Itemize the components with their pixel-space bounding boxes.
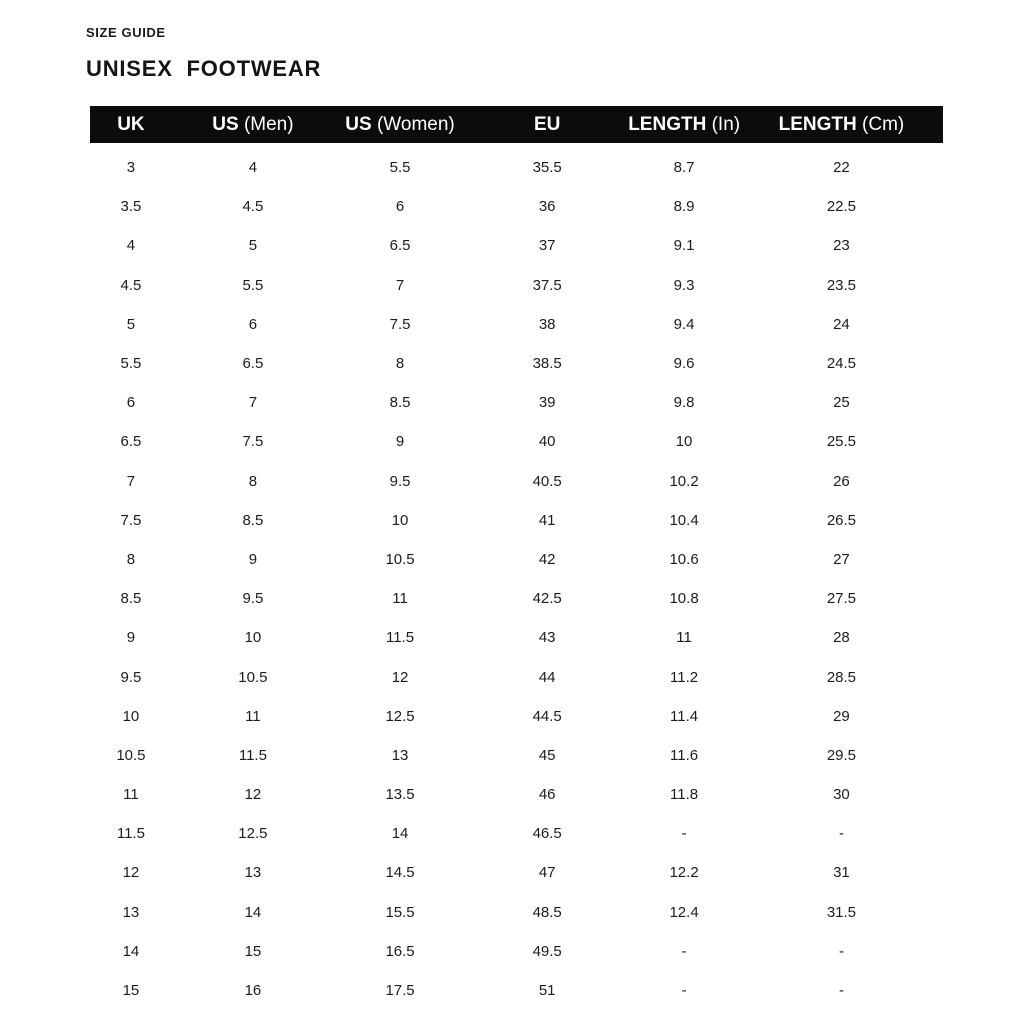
table-row xyxy=(90,893,943,932)
size-cell: 27.5 xyxy=(826,590,857,608)
size-cell: 11.5 xyxy=(116,825,145,843)
size-cell: 14 xyxy=(122,942,140,960)
size-cell: 29 xyxy=(833,707,850,725)
column-header-main: US xyxy=(345,113,372,135)
size-cell: 22 xyxy=(833,159,850,177)
size-cell: 5.5 xyxy=(389,159,411,177)
size-cell: 6 xyxy=(248,315,258,333)
size-cell: 46.5 xyxy=(532,825,562,843)
size-cell: 5.5 xyxy=(242,276,264,294)
size-cell: 40 xyxy=(538,433,556,451)
table-row xyxy=(90,736,943,775)
size-cell: 11 xyxy=(676,629,692,647)
table-row xyxy=(90,540,943,579)
size-cell: 11 xyxy=(245,707,261,725)
size-cell: 12 xyxy=(122,864,140,882)
size-cell: 40.5 xyxy=(532,472,562,490)
size-cell: 38 xyxy=(538,315,556,333)
size-cell: 23 xyxy=(833,237,850,255)
size-cell: 28.5 xyxy=(826,668,857,686)
table-row xyxy=(90,148,943,187)
column-header-main: LENGTH xyxy=(778,113,857,135)
size-cell: 48.5 xyxy=(532,903,562,921)
size-cell: 9.6 xyxy=(673,355,695,373)
size-cell: 22.5 xyxy=(826,198,857,216)
size-cell: 13 xyxy=(391,746,409,764)
size-cell: 9.5 xyxy=(242,590,264,608)
size-cell: 47 xyxy=(538,864,556,882)
page-title: UNISEX FOOTWEAR xyxy=(86,56,322,81)
size-cell: 3 xyxy=(126,159,136,177)
size-cell: 10.8 xyxy=(669,590,699,608)
size-cell: 12.5 xyxy=(385,707,415,725)
size-cell: 11.5 xyxy=(238,746,267,764)
size-cell: 11.5 xyxy=(385,629,415,647)
column-header-main: LENGTH xyxy=(628,113,707,135)
table-row xyxy=(90,187,943,226)
size-cell: 8.5 xyxy=(389,394,411,412)
size-cell: 42 xyxy=(538,550,556,568)
size-cell: 35.5 xyxy=(532,159,562,177)
table-row xyxy=(90,422,943,461)
column-header-main: UK xyxy=(117,113,145,135)
size-cell: 12.5 xyxy=(238,825,268,843)
column-header-sub: (In) xyxy=(711,113,741,135)
size-cell: 17.5 xyxy=(385,982,415,1000)
size-cell: 5.5 xyxy=(120,355,142,373)
size-cell: 31 xyxy=(833,864,850,882)
column-header-length-in xyxy=(628,114,740,136)
size-cell: 8.7 xyxy=(673,159,695,177)
size-cell: - xyxy=(681,982,687,1000)
size-cell: 24 xyxy=(833,315,850,333)
size-cell: 36 xyxy=(538,198,556,216)
size-cell: 8 xyxy=(395,355,405,373)
size-cell: 9.5 xyxy=(389,472,411,490)
size-cell: 4.5 xyxy=(242,198,264,216)
size-cell: 16.5 xyxy=(385,942,415,960)
size-cell: 41 xyxy=(538,511,556,529)
table-row xyxy=(90,305,943,344)
size-cell: 13 xyxy=(122,903,140,921)
size-cell: 25.5 xyxy=(826,433,857,451)
size-cell: 26 xyxy=(833,472,850,490)
table-row xyxy=(90,266,943,305)
size-cell: 4 xyxy=(248,159,258,177)
size-cell: 9 xyxy=(126,629,136,647)
size-cell: 7.5 xyxy=(389,315,411,333)
column-header-sub: (Cm) xyxy=(862,113,905,135)
size-cell: 43 xyxy=(538,629,556,647)
size-cell: 11.8 xyxy=(670,786,699,804)
size-cell: 4.5 xyxy=(120,276,142,294)
size-cell: 42.5 xyxy=(532,590,562,608)
table-body xyxy=(90,143,943,1010)
size-cell: 51 xyxy=(538,982,556,1000)
size-cell: 8.5 xyxy=(120,590,142,608)
size-guide-label: SIZE GUIDE xyxy=(86,25,166,40)
size-cell: 11.6 xyxy=(670,746,699,764)
table-row xyxy=(90,579,943,618)
table-row xyxy=(90,932,943,971)
column-header-uk xyxy=(90,114,172,136)
size-cell: 6.5 xyxy=(120,433,142,451)
size-cell: 46 xyxy=(538,786,556,804)
table-row xyxy=(90,971,943,1010)
size-cell: 31.5 xyxy=(826,903,857,921)
size-cell: 12.2 xyxy=(669,864,699,882)
size-cell: 8 xyxy=(248,472,258,490)
size-cell: 37.5 xyxy=(532,276,562,294)
size-cell: 23.5 xyxy=(826,276,857,294)
size-cell: 6.5 xyxy=(242,355,264,373)
size-cell: 14.5 xyxy=(385,864,415,882)
size-cell: 15 xyxy=(244,942,262,960)
size-cell: 7 xyxy=(395,276,405,294)
size-cell: 10 xyxy=(675,433,693,451)
size-cell: 9.1 xyxy=(673,237,695,255)
column-header-sub: (Men) xyxy=(243,113,294,135)
table-row xyxy=(90,853,943,892)
table-row xyxy=(90,462,943,501)
column-header-main: EU xyxy=(533,113,561,135)
column-header-us-women xyxy=(334,114,466,136)
size-cell: 12.4 xyxy=(669,903,699,921)
size-cell: - xyxy=(838,825,844,843)
size-cell: 10 xyxy=(122,707,140,725)
size-cell: 15.5 xyxy=(385,903,415,921)
table-row xyxy=(90,226,943,265)
size-cell: 9 xyxy=(248,550,258,568)
size-cell: 14 xyxy=(391,825,409,843)
column-header-us-men xyxy=(172,114,334,136)
size-cell: 11 xyxy=(123,786,139,804)
size-cell: 10 xyxy=(244,629,262,647)
size-cell: - xyxy=(838,982,844,1000)
size-cell: 10.6 xyxy=(669,550,699,568)
column-header-length-cm xyxy=(740,114,943,136)
size-cell: 12 xyxy=(244,786,262,804)
size-cell: - xyxy=(681,942,687,960)
size-cell: 29.5 xyxy=(826,746,857,764)
size-cell: 7 xyxy=(248,394,258,412)
size-cell: - xyxy=(681,825,687,843)
column-header-main: US xyxy=(212,113,239,135)
size-cell: 8.9 xyxy=(673,198,695,216)
size-cell: 6 xyxy=(126,394,136,412)
size-cell: 25 xyxy=(833,394,850,412)
size-cell: 10.5 xyxy=(238,668,268,686)
table-row xyxy=(90,501,943,540)
size-cell: 8 xyxy=(126,550,136,568)
size-cell: 6 xyxy=(395,198,405,216)
size-cell: 10.5 xyxy=(116,746,146,764)
size-cell: 7.5 xyxy=(120,511,142,529)
size-cell: - xyxy=(838,942,844,960)
size-cell: 37 xyxy=(538,237,556,255)
size-cell: 4 xyxy=(126,237,136,255)
table-row xyxy=(90,775,943,814)
table-row xyxy=(90,657,943,696)
table-row xyxy=(90,383,943,422)
column-header-sub: (Women) xyxy=(376,113,455,135)
size-conversion-table xyxy=(90,106,943,1010)
size-cell: 38.5 xyxy=(532,355,562,373)
size-cell: 9.4 xyxy=(673,315,695,333)
size-cell: 11 xyxy=(392,590,408,608)
size-cell: 10.5 xyxy=(385,550,415,568)
size-cell: 28 xyxy=(833,629,850,647)
size-cell: 15 xyxy=(122,982,140,1000)
size-cell: 49.5 xyxy=(532,942,562,960)
size-cell: 39 xyxy=(538,394,556,412)
size-cell: 5 xyxy=(126,315,136,333)
size-cell: 9 xyxy=(395,433,405,451)
size-cell: 10.2 xyxy=(669,472,699,490)
size-cell: 5 xyxy=(248,237,258,255)
size-cell: 8.5 xyxy=(242,511,264,529)
size-cell: 30 xyxy=(833,786,850,804)
table-header-row xyxy=(90,106,943,143)
size-cell: 13 xyxy=(244,864,262,882)
size-cell: 12 xyxy=(391,668,409,686)
size-cell: 26.5 xyxy=(826,511,857,529)
size-cell: 24.5 xyxy=(826,355,857,373)
size-cell: 9.5 xyxy=(120,668,142,686)
size-cell: 45 xyxy=(538,746,556,764)
table-row xyxy=(90,344,943,383)
size-cell: 9.8 xyxy=(673,394,695,412)
size-cell: 13.5 xyxy=(385,786,415,804)
size-cell: 27 xyxy=(833,550,850,568)
size-cell: 10.4 xyxy=(669,511,699,529)
table-row xyxy=(90,814,943,853)
size-cell: 10 xyxy=(391,511,409,529)
column-header-eu xyxy=(466,114,628,136)
size-cell: 3.5 xyxy=(120,198,142,216)
size-cell: 7 xyxy=(126,472,136,490)
size-cell: 44.5 xyxy=(532,707,562,725)
size-cell: 6.5 xyxy=(389,237,411,255)
size-cell: 7.5 xyxy=(242,433,264,451)
size-cell: 9.3 xyxy=(673,276,695,294)
table-row xyxy=(90,618,943,657)
size-cell: 11.4 xyxy=(670,707,699,725)
table-row xyxy=(90,697,943,736)
size-cell: 16 xyxy=(244,982,262,1000)
size-cell: 11.2 xyxy=(670,668,699,686)
size-cell: 44 xyxy=(538,668,556,686)
size-cell: 14 xyxy=(244,903,262,921)
